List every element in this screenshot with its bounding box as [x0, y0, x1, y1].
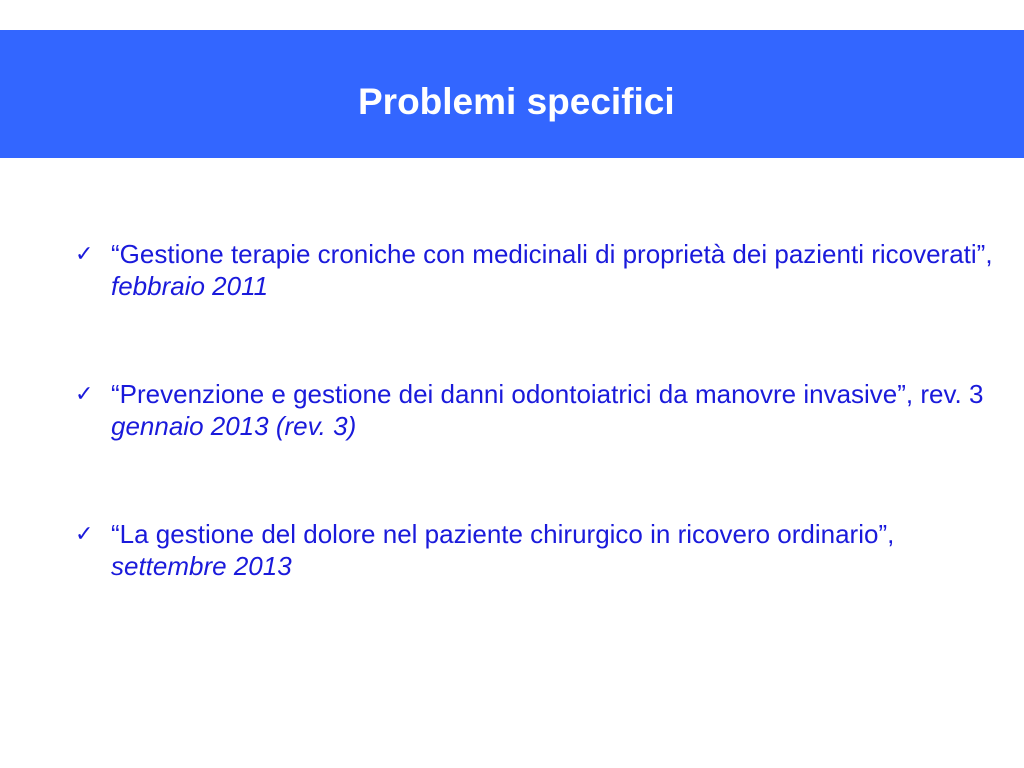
- slide-title: Problemi specifici: [358, 81, 675, 122]
- bullet-date: settembre 2013: [111, 551, 292, 581]
- bullet-text: “Gestione terapie croniche con medicinali di proprietà dei pazienti ricoverati”,: [111, 239, 993, 269]
- bullet-item: [75, 378, 995, 442]
- bullet-date: gennaio 2013 (rev. 3): [111, 411, 357, 441]
- bullet-text: “La gestione del dolore nel paziente chirurgico in ricovero ordinario”,: [111, 519, 895, 549]
- bullet-list: [75, 238, 995, 582]
- checkmark-icon: ✓: [75, 521, 94, 546]
- bullet-item: [75, 238, 995, 302]
- checkmark-icon: ✓: [75, 381, 94, 406]
- bullet-date: febbraio 2011: [111, 271, 269, 301]
- bullet-item: [75, 518, 995, 582]
- checkmark-icon: ✓: [75, 241, 94, 266]
- bullet-text: “Prevenzione e gestione dei danni odontoiatrici da manovre invasive”, rev. 3: [111, 379, 984, 409]
